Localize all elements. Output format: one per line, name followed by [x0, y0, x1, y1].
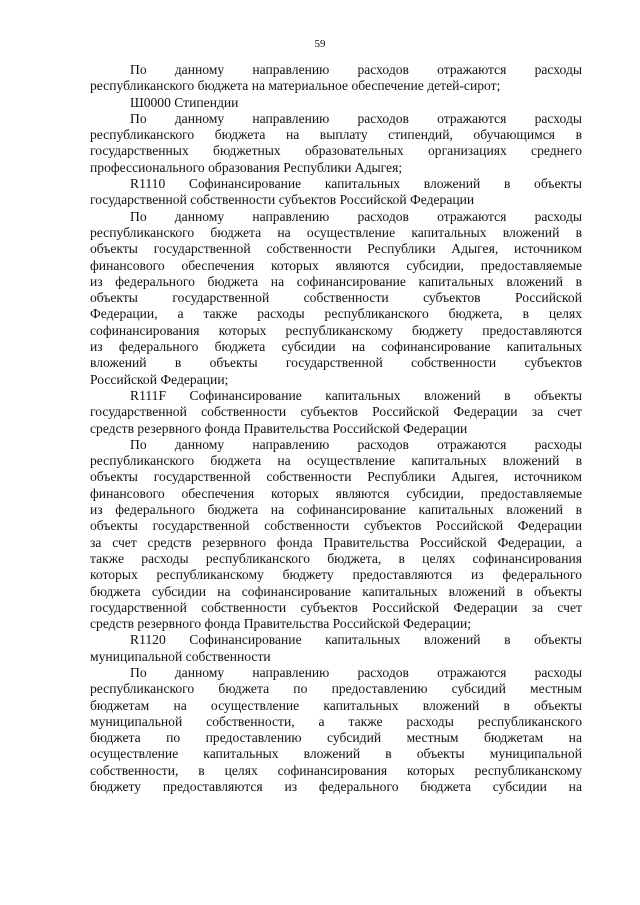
text-line: По данному направлению расходов отражаются расходы [130, 110, 582, 126]
text-line: из федерального бюджета на софинансирование капитальных вложений в [90, 273, 582, 289]
text-line: софинансирования которых республиканскому бюджету предоставляются [90, 322, 582, 338]
text-line: бюджетам на осуществление капитальных вложений в объекты [90, 697, 582, 713]
text-line: бюджета по предоставлению субсидий местным бюджетам на [90, 730, 582, 746]
text-line: муниципальной собственности, а также расходы республиканского [90, 713, 582, 729]
text-line: объекты государственной собственности Республики Адыгея, источником [90, 469, 582, 485]
text-line: R1110 Софинансирование капитальных вложений в объекты [130, 176, 582, 192]
text-line: которых республиканскому бюджету предоставляются из федерального [90, 567, 582, 583]
text-line: вложений в объекты государственной собственности субъектов [90, 355, 582, 371]
text-line: за счет средств резервного фонда Правительства Российской Федерации, а [90, 534, 582, 550]
text-line: Российской Федерации; [90, 371, 229, 387]
text-line: республиканского бюджета на выплату стипендий, обучающимся в [90, 127, 582, 143]
text-line: государственной собственности субъектов Российской Федерации [90, 192, 475, 208]
text-line: государственных бюджетных образовательных организациях среднего [90, 143, 582, 159]
text-line: государственной собственности субъектов Российской Федерации за счет [90, 404, 582, 420]
text-line: объекты государственной собственности субъектов Российской [90, 290, 582, 306]
page-number: 59 [314, 38, 326, 50]
text-line: республиканского бюджета по предоставлению субсидий местным [90, 681, 582, 697]
text-line: объекты государственной собственности Республики Адыгея, источником [90, 241, 582, 257]
text-line: финансового обеспечения которых являются субсидии, предоставляемые [90, 257, 582, 273]
text-line: республиканского бюджета на материальное обеспечение детей-сирот; [90, 78, 501, 94]
text-line: средств резервного фонда Правительства Российской Федерации; [90, 616, 472, 632]
text-line: республиканского бюджета на осуществление капитальных вложений в [90, 224, 582, 240]
text-line: республиканского бюджета на осуществление капитальных вложений в [90, 453, 582, 469]
text-line: R111F Софинансирование капитальных вложений в объекты [130, 387, 582, 403]
text-line: По данному направлению расходов отражаются расходы [130, 62, 582, 77]
text-line: бюджету предоставляются из федерального бюджета субсидии на [90, 779, 582, 795]
text-line: государственной собственности субъектов Российской Федерации за счет [90, 599, 582, 615]
text-line: объекты государственной собственности субъектов Российской Федерации [90, 518, 582, 534]
text-line: бюджета субсидии на софинансирование капитальных вложений в объекты [90, 583, 582, 599]
text-line: из федерального бюджета на софинансирование капитальных вложений в [90, 502, 582, 518]
text-line: По данному направлению расходов отражаются расходы [130, 208, 582, 224]
text-line: также расходы республиканского бюджета, в целях софинансирования [90, 550, 582, 566]
text-line: профессионального образования Республики Адыгея; [90, 159, 403, 175]
text-line: Федерации, а также расходы республиканского бюджета, в целях [90, 306, 582, 322]
text-line: осуществление капитальных вложений в объекты муниципальной [90, 746, 582, 762]
text-line: финансового обеспечения которых являются субсидии, предоставляемые [90, 485, 582, 501]
text-line: из федерального бюджета субсидии на софинансирование капитальных [90, 339, 582, 355]
text-line: R1120 Софинансирование капитальных вложений в объекты [130, 632, 582, 648]
text-line: По данному направлению расходов отражаются расходы [130, 436, 582, 452]
text-line: муниципальной собственности [90, 648, 271, 664]
text-line: собственности, в целях софинансирования которых республиканскому [90, 762, 582, 778]
document-body [90, 62, 582, 795]
text-line: По данному направлению расходов отражаются расходы [130, 664, 582, 680]
text-line: Ш0000 Стипендии [130, 94, 239, 110]
text-line: средств резервного фонда Правительства Российской Федерации [90, 420, 468, 436]
